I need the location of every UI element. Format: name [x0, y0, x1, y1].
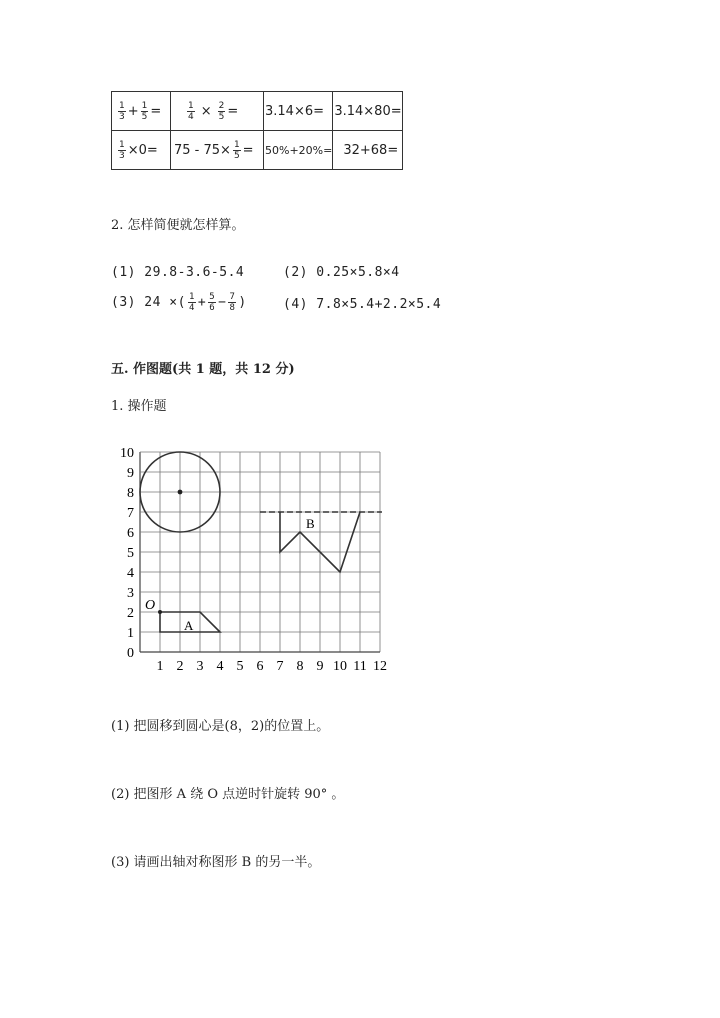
table-cell	[112, 92, 171, 131]
x-tick-label: 10	[333, 659, 347, 674]
y-tick-label: 10	[120, 446, 134, 461]
numerator: 7	[229, 292, 236, 302]
x-tick-labels	[157, 659, 388, 674]
denominator: 5	[141, 111, 148, 122]
equals: =	[227, 103, 239, 119]
equals: =	[242, 142, 254, 158]
x-tick-label: 1	[156, 659, 164, 674]
gridlines	[140, 452, 380, 652]
table-cell	[333, 92, 402, 131]
origin-point	[158, 610, 162, 614]
numerator: 5	[209, 292, 216, 302]
fraction	[228, 292, 236, 313]
denominator: 5	[218, 111, 225, 122]
problem-text: (3) 24 ×(	[111, 295, 186, 310]
origin-label: O	[145, 598, 156, 613]
problem-1: (1) 29.8-3.6-5.4	[111, 265, 245, 280]
problem-4: (4) 7.8×5.4+2.2×5.4	[283, 297, 442, 312]
y-tick-label: 4	[127, 566, 134, 581]
cell-text: 32+68=	[343, 142, 399, 158]
x-tick-label: 11	[353, 659, 367, 674]
fraction	[141, 101, 149, 122]
fraction	[118, 140, 126, 161]
table-cell	[264, 92, 333, 131]
equals: =	[150, 103, 162, 119]
x-tick-label: 9	[316, 659, 324, 674]
fraction	[188, 292, 196, 313]
numerator: 1	[188, 100, 194, 111]
x-tick-label: 6	[256, 659, 264, 674]
y-tick-label: 3	[127, 586, 134, 601]
shape-a-label: A	[184, 618, 194, 633]
numerator: 1	[119, 139, 125, 150]
y-tick-label: 6	[127, 526, 134, 541]
table-row	[112, 131, 403, 170]
y-tick-label: 1	[127, 626, 134, 641]
fraction	[208, 292, 216, 313]
fraction	[118, 101, 126, 122]
calc-table	[111, 91, 403, 170]
fraction	[187, 101, 195, 122]
y-tick-label: 9	[127, 466, 134, 481]
denominator: 3	[119, 150, 125, 161]
y-tick-label: 0	[127, 646, 134, 661]
cell-text: 3.14×80=	[334, 103, 402, 119]
instruction-1: (1) 把圆移到圆心是(8，2)的位置上。	[111, 719, 330, 734]
problem-2: (2) 0.25×5.8×4	[283, 265, 400, 280]
table-cell	[264, 131, 333, 170]
denominator: 3	[119, 111, 125, 122]
x-tick-label: 8	[296, 659, 304, 674]
subsection-title: 1. 操作题	[111, 399, 167, 414]
y-tick-labels	[120, 446, 134, 661]
x-tick-label: 4	[216, 659, 224, 674]
instruction-3: (3) 请画出轴对称图形 B 的另一半。	[111, 855, 321, 870]
x-tick-label: 3	[196, 659, 204, 674]
section-heading: 五. 作图题(共 1 题，共 12 分)	[111, 362, 295, 377]
section-title: 2. 怎样简便就怎样算。	[111, 218, 245, 233]
x-tick-label: 7	[276, 659, 284, 674]
y-tick-label: 2	[127, 606, 134, 621]
operator: ×	[200, 103, 212, 119]
fraction	[233, 140, 241, 161]
instruction-2: (2) 把图形 A 绕 O 点逆时针旋转 90° 。	[111, 787, 345, 802]
operator: −	[218, 295, 227, 310]
cell-text: 3.14×6=	[265, 103, 325, 119]
cell-text: 50%+20%=	[265, 143, 333, 157]
numerator: 1	[119, 100, 125, 111]
cell-text: ×0=	[127, 142, 158, 158]
table-cell	[171, 131, 264, 170]
denominator: 8	[229, 303, 236, 313]
numerator: 2	[218, 100, 225, 111]
table-cell	[333, 131, 402, 170]
denominator: 4	[188, 111, 194, 122]
x-tick-label: 12	[373, 659, 387, 674]
x-tick-label: 2	[176, 659, 184, 674]
denominator: 6	[209, 303, 216, 313]
circle-center	[178, 490, 183, 495]
y-tick-label: 8	[127, 486, 134, 501]
table-cell	[171, 92, 264, 131]
operator: +	[127, 103, 139, 119]
y-tick-label: 7	[127, 506, 134, 521]
grid-figure	[110, 440, 400, 680]
fraction	[218, 101, 226, 122]
denominator: 4	[188, 303, 195, 313]
problem-text: )	[238, 295, 247, 310]
table-cell	[112, 131, 171, 170]
numerator: 1	[141, 100, 148, 111]
numerator: 1	[233, 139, 240, 150]
cell-text: 75 - 75×	[174, 142, 231, 158]
problem-3	[111, 292, 247, 313]
table-row	[112, 92, 403, 131]
operator: +	[197, 295, 207, 310]
y-tick-label: 5	[127, 546, 134, 561]
x-tick-label: 5	[236, 659, 244, 674]
numerator: 1	[188, 292, 195, 302]
shape-b-label: B	[306, 516, 315, 531]
denominator: 5	[233, 150, 240, 161]
